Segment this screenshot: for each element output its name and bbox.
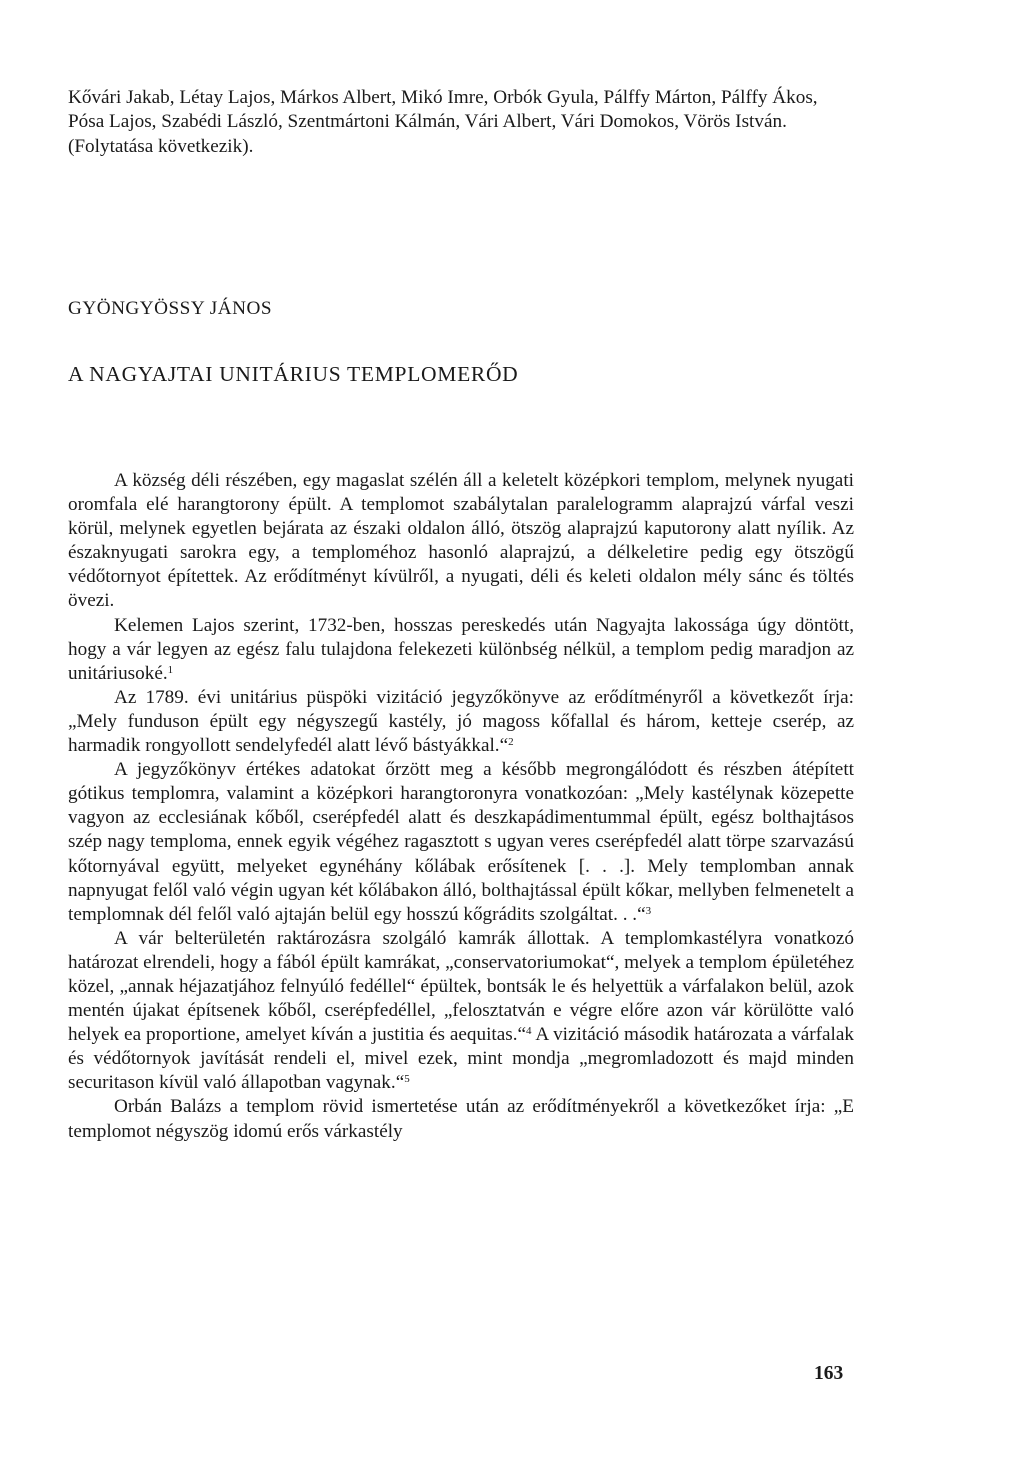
article-body — [68, 469, 854, 1144]
article-author: GYÖNGYÖSSY JÁNOS — [68, 298, 272, 319]
paragraph-text: A község déli részében, egy magaslat szélén áll a keletelt középkori templom, melynek nyugati oromfala elé harangtorony épült. A templomot szabálytalan paralelogramm alaprajzú várfal veszi körül, melynek egyetlen bejárata az északi oldalon álló, ötszög alaprajzú kaputorony alatt nyílik. Az északnyugati sarokra egy, a temploméhoz hasonló alaprajzú, a délkeletire pedig egy ötszögű védőtornyot építettek. Az erődítményt kívülről, a nyugati, déli és keleti oldalon mély sánc és töltés övezi. — [68, 470, 854, 612]
paragraph-text: Az 1789. évi unitárius püspöki vizitáció jegyzőkönyve az erődítményről a következőt írja: „Mely funduson épült egy négyszegű kastély, jó magoss kőfallal és három, ketteje cserép, az harmadik rongyollott sendelyfedél alatt lévő bástyákkal.“ — [68, 686, 854, 757]
page-number: 163 — [814, 1363, 844, 1384]
footnote-marker: 3 — [645, 904, 652, 917]
paragraph — [68, 469, 854, 614]
paragraph-text: Kelemen Lajos szerint, 1732-ben, hosszas pereskedés után Nagyajta lakossága úgy döntött, hogy a vár legyen az egész falu tulajdona felekezeti különbség nélkül, a templom pedig maradjon az unitáriusoké. — [68, 614, 854, 684]
footnote-marker: 2 — [508, 736, 514, 749]
footnote-marker: 1 — [167, 663, 174, 676]
paragraph — [68, 686, 854, 758]
article-title: A NAGYAJTAI UNITÁRIUS TEMPLOMERŐD — [68, 362, 519, 386]
paragraph — [68, 927, 854, 1096]
paragraph-text: A vizitáció második határozata a várfalak és védőtornyok javítását rendeli el, mivel ezek, mint mondja „megromladozott és majd minden securitason kívül való állapotban vagynak.“ — [68, 1024, 854, 1094]
page — [68, 86, 854, 1142]
footnote-marker: 5 — [404, 1073, 410, 1086]
paragraph — [68, 758, 854, 927]
paragraph — [68, 1095, 854, 1143]
paragraph-text: A jegyzőkönyv értékes adatokat őrzött meg a később megrongálódott és részben átépített gótikus templomra, valamint a középkori harangtoronyra vonatkozóan: „Mely kastélynak közepette vagyon az ecclesiának kőből, cserépfedél alatt és deszkapádimentummal épült, egész bolthajtásos szép nagy temploma, ennek egyik végéhez ragasztott s ugyan veres cserépfedél alatt törpe szarvazású kőtornyával együtt, melyeket egynéhány kőlábak erősítenek [. . .]. Mely templomban annak napnyugat felől való végin ugyan két kőlábakon álló, bolthajtással épült kőkar, mellyben felmenetelt a templomnak dél felől való ajtaján belül egy hosszú kőgrádits szolgáltat. . .“ — [68, 759, 854, 925]
previous-article-continuation — [68, 86, 854, 159]
contributor-list: Kővári Jakab, Létay Lajos, Márkos Albert, Mikó Imre, Orbók Gyula, Pálffy Márton, Pálffy Ákos, Pósa Lajos, Szabédi László, Szentmártoni Kálmán, Vári Albert, Vári Domokos, Vörös István. — [68, 87, 818, 133]
paragraph-text: A vár belterületén raktározásra szolgáló kamrák állottak. A templomkastélyra vonatkozó határozat elrendeli, hogy a fából épült kamrákat, „conservatoriumokat“, melyek a templom épületéhez közel, „annak héjazatjához felnyúló fedéllel“ épültek, bontsák le és helyettük a várfalakon belül, azok mentén újakat építsenek kőből, cserépfedéllel, „felosztatván e végre előre azon vár körülötte való helyek ea proportione, amelyet kíván a justitia és aequitas.“ — [68, 927, 854, 1046]
continuation-note: (Folytatása következik). — [68, 135, 254, 157]
paragraph-text: Orbán Balázs a templom rövid ismertetése után az erődítményekről a következőket írja: „E templomot négyszög idomú erős várkastély — [68, 1096, 854, 1142]
footnote-marker: 4 — [526, 1025, 532, 1038]
paragraph — [68, 614, 854, 686]
